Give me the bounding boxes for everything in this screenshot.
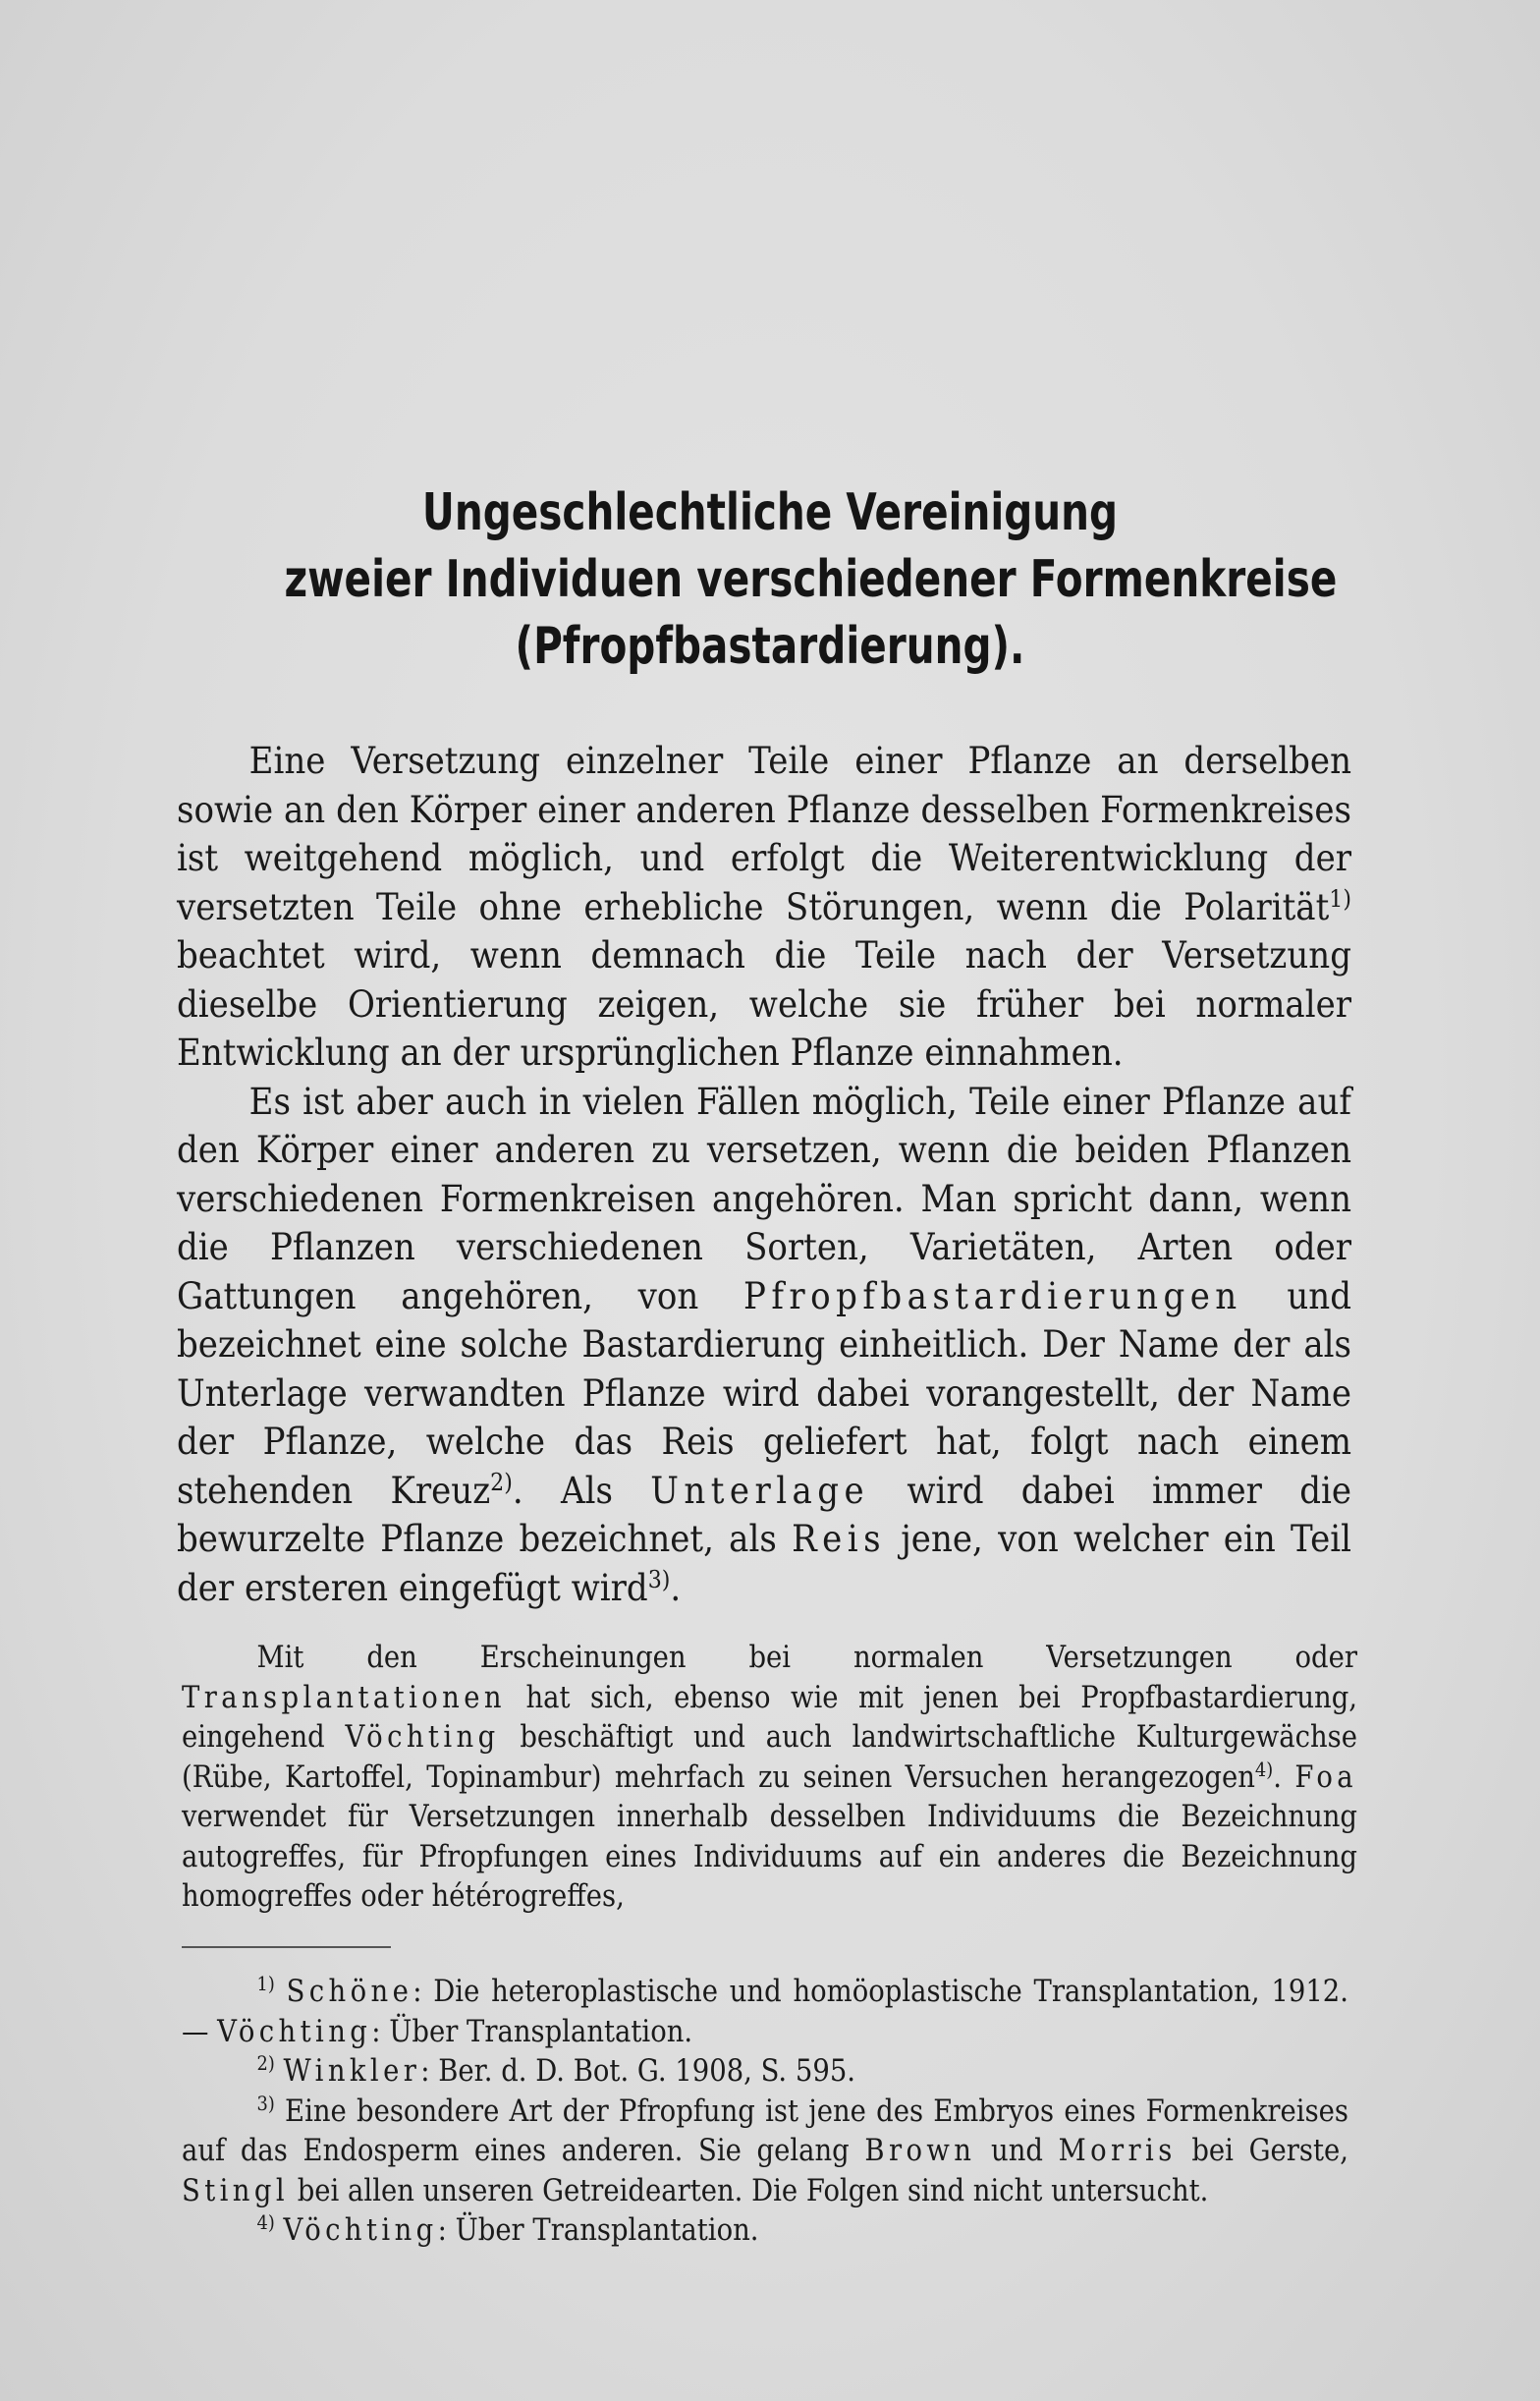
footnote-ref-1: 1) [1329,884,1351,913]
text-run: und bezeichnet eine solche Bastardierung einheitlich. Der Name der als Unterlage verwandten Pflanze wird dabei vorangestellt, der Name der Pflanze, welche das Reis geliefert hat, folgt nach einem stehenden Kreuz [177,1274,1351,1512]
spaced-term-pfropfbastardierungen: Pfropfbastardierungen [743,1274,1242,1317]
paragraph-1 [177,737,1351,1078]
text-run: : Die heteroplastische und homöoplastische Transplantation, 1912. — [182,1975,1348,2049]
footnote-divider [182,1946,391,1948]
author-winkler: Winkler [283,2054,421,2089]
footnote-mark: 2) [256,2052,275,2076]
text-run: : Über Transplantation. [437,2213,759,2248]
author-foa: Foa [1294,1759,1358,1795]
footnote-mark: 3) [256,2092,275,2115]
footnote-1 [182,1973,1348,2052]
spaced-term-unterlage: Unterlage [650,1469,870,1512]
text-run: Eine besondere Art der Pfropfung ist jene des Embryos eines Formenkreises auf das Endosperm eines anderen. Sie gelang [182,2094,1348,2168]
text-run: bei Gerste, [1176,2134,1348,2168]
footnote-3 [182,2093,1348,2212]
paragraph-2 [177,1078,1351,1613]
title-line-3: (Pfropfbastardierung). [515,617,1025,676]
footnote-mark: 4) [256,2211,275,2235]
text-run: Mit den Erscheinungen bei normalen Versetzungen oder [256,1641,1357,1675]
author-voechting: Vöchting [283,2213,438,2248]
title-line-2: zweier Individuen verschiedener Formenkreise [284,550,1338,609]
text-run: hat sich, ebenso wie mit jenen bei Propfbastardierung, eingehend [182,1680,1357,1755]
small-print-paragraph [182,1639,1357,1918]
author-stingl: Stingl [182,2173,289,2208]
text-run: verwendet für Versetzungen innerhalb desselben Individuums die Bezeichnung autogreffes, für Pfropfungen eines Individuums auf ein anderes die Bezeichnung homogreffes oder hétérogreffes, [182,1800,1357,1914]
text-run: beschäftigt und auch landwirtschaftliche Kulturgewächse (Rübe, Kartoffel, Topinambur) mehrfach zu seinen Versuchen herangezogen [182,1720,1357,1795]
text-run: : Über Transplantation. [371,2014,693,2049]
footnote-ref-4: 4) [1254,1758,1274,1781]
footnote-mark: 1) [256,1973,275,1996]
text-run: wird dabei immer die bewurzelte Pflanze bezeichnet, als [177,1469,1352,1560]
spaced-term-transplantationen: Transplantationen [182,1680,506,1715]
author-voechting: Vöchting [345,1720,500,1755]
footnote-ref-3: 3) [647,1565,671,1593]
footnote-2 [182,2052,1348,2093]
text-run: Eine Versetzung einzelner Teile einer Pflanze an derselben sowie an den Körper einer anderen Pflanze desselben Formenkreises ist weitgehend möglich, und erfolgt die Weiterentwicklung der versetzten Teile ohne erhebliche Störungen, wenn die Polarität [177,740,1352,928]
text-run: jene, von welcher ein Teil der ersteren eingefügt wird [177,1518,1351,1609]
main-text [177,737,1351,1612]
author-brown: Brown [864,2134,976,2168]
author-schoene: Schöne [286,1975,413,2009]
text-run: beachtet wird, wenn demnach die Teile nach der Versetzung dieselbe Orientierung zeigen, welche sie früher bei normaler Entwicklung an der ursprünglichen Pflanze einnahmen. [177,934,1351,1074]
spaced-term-reis: Reis [792,1518,886,1560]
chapter-title [284,479,1338,680]
text-run: : Ber. d. D. Bot. G. 1908, S. 595. [420,2054,856,2089]
small-paragraph [182,1639,1357,1918]
text-run: . Als [512,1469,651,1512]
text-run: . [670,1566,682,1609]
text-run: Es ist aber auch in vielen Fällen möglich, Teile einer Pflanze auf den Körper einer anderen zu versetzen, wenn die beiden Pflanzen verschiedenen Formenkreisen angehören. Man spricht dann, wenn die Pflanzen verschiedenen Sorten, Varietäten, Arten oder Gattungen angehören, von [177,1080,1352,1317]
title-line-1: Ungeschlechtliche Vereinigung [421,483,1119,542]
footnote-ref-2: 2) [490,1468,513,1496]
footnotes [182,1973,1348,2252]
author-morris: Morris [1058,2134,1177,2168]
text-run: und [975,2134,1059,2168]
footnote-4 [182,2211,1348,2252]
text-run: . [1273,1759,1295,1795]
author-voechting: Vöchting [217,2014,372,2049]
text-run: bei allen unseren Getreidearten. Die Folgen sind nicht untersucht. [288,2173,1209,2208]
